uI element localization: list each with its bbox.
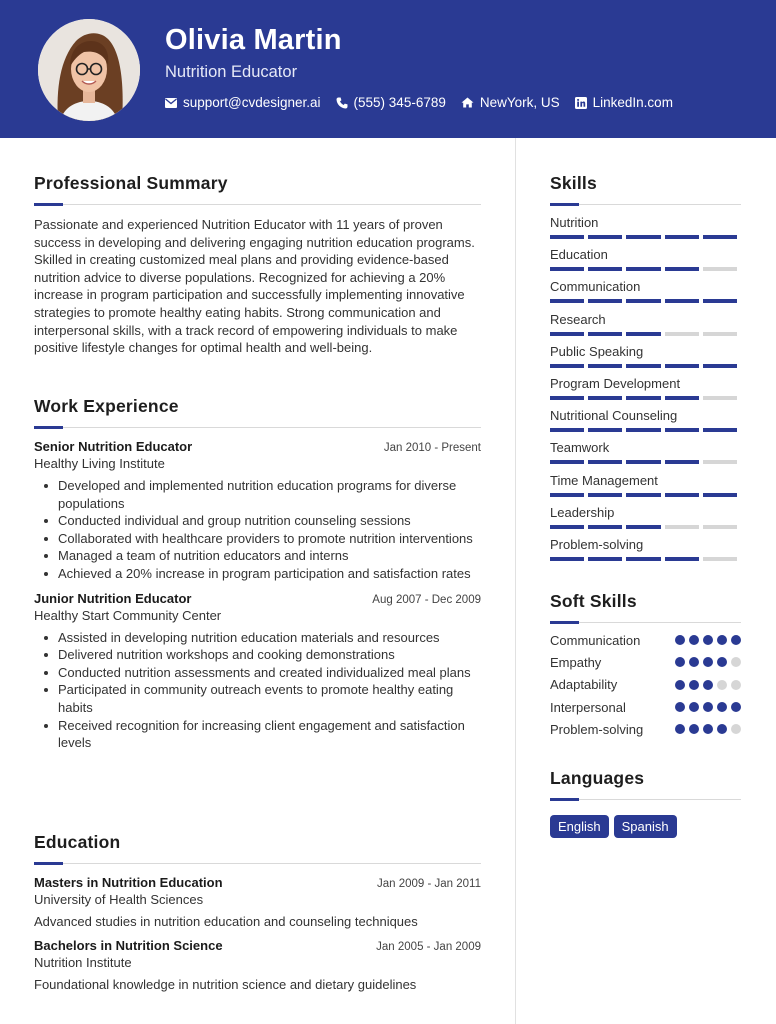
education-description: Advanced studies in nutrition education and counseling techniques — [34, 914, 418, 929]
soft-skill-row — [550, 629, 741, 651]
language-tags — [550, 815, 741, 838]
skill-level-segment — [588, 525, 622, 529]
skill-level-segment — [665, 235, 699, 239]
resume-header — [0, 0, 776, 138]
skill-level-segment — [626, 460, 660, 464]
contact-location — [461, 95, 560, 110]
skill-level-segment — [588, 557, 622, 561]
skill-row — [550, 279, 741, 311]
job-entry — [34, 591, 481, 752]
degree-title: Masters in Nutrition Education — [34, 875, 223, 890]
summary-text: Passionate and experienced Nutrition Educator with 11 years of proven success in developing and delivering engaging nutrition education programs. Skilled in creating customized meal plans and providing evidence-based nutrition advice to diverse populations. Recognized for achieving a 20% increase in program participation and successfully implementing innovative strategies to promote healthy eating habits. Strong communication and interpersonal skills, with a track record of empowering individuals to make positive lifestyle changes for optimal health and well-being. — [34, 217, 475, 356]
education-entry — [34, 938, 481, 992]
skill-level-segment — [665, 557, 699, 561]
skill-level-segment — [703, 557, 737, 561]
soft-skills-section — [550, 591, 741, 740]
skill-row — [550, 440, 741, 472]
candidate-name: Olivia Martin — [165, 24, 342, 56]
soft-skill-name: Adaptability — [550, 677, 618, 693]
languages-title: Languages — [550, 768, 645, 788]
skill-level-bar — [550, 557, 741, 561]
linkedin-icon — [575, 97, 587, 109]
education-entry — [34, 875, 481, 929]
soft-skill-row — [550, 696, 741, 718]
skill-level-segment — [550, 525, 584, 529]
skill-level-segment — [588, 332, 622, 336]
skill-level-segment — [588, 493, 622, 497]
education-date: Jan 2005 - Jan 2009 — [376, 941, 481, 953]
skill-level-segment — [626, 364, 660, 368]
soft-skill-row — [550, 651, 741, 673]
soft-skill-name: Empathy — [550, 654, 602, 670]
rating-dot — [703, 680, 713, 690]
contact-linkedin[interactable] — [575, 95, 673, 110]
contact-email[interactable] — [165, 95, 321, 110]
skill-level-segment — [550, 557, 584, 561]
rating-dot — [675, 702, 685, 712]
rating-dot — [689, 680, 699, 690]
skill-level-segment — [588, 235, 622, 239]
skill-name: Nutrition — [550, 215, 599, 230]
skill-level-segment — [703, 235, 737, 239]
skill-level-segment — [703, 493, 737, 497]
skill-row — [550, 376, 741, 408]
skill-name: Research — [550, 311, 606, 327]
skill-name: Nutritional Counseling — [550, 408, 678, 424]
soft-skill-rating — [671, 724, 741, 734]
rating-dot — [703, 702, 713, 712]
skill-level-segment — [550, 396, 584, 400]
skill-level-segment — [703, 460, 737, 464]
experience-title: Work Experience — [34, 396, 179, 416]
rating-dot — [717, 702, 727, 712]
list-item: Received recognition for increasing client engagement and satisfaction levels — [34, 717, 481, 752]
skills-list — [550, 215, 741, 569]
skill-level-segment — [626, 493, 660, 497]
job-organization: Healthy Start Community Center — [34, 607, 222, 623]
skill-name: Communication — [550, 279, 641, 295]
soft-skill-rating — [671, 702, 741, 712]
skill-row — [550, 344, 741, 376]
languages-title-rule — [550, 798, 741, 800]
skill-level-segment — [703, 525, 737, 529]
skill-level-segment — [703, 396, 737, 400]
skill-level-segment — [626, 396, 660, 400]
skill-level-segment — [588, 364, 622, 368]
contact-phone[interactable] — [336, 95, 446, 110]
skill-level-segment — [665, 332, 699, 336]
skill-name: Leadership — [550, 504, 615, 520]
skill-name: Education — [550, 247, 608, 263]
skill-level-segment — [588, 299, 622, 303]
skill-name: Public Speaking — [550, 343, 644, 359]
job-title: Senior Nutrition Educator — [34, 439, 193, 454]
skill-row — [550, 505, 741, 537]
rating-dot — [717, 657, 727, 667]
list-item: Managed a team of nutrition educators and interns — [34, 547, 481, 565]
experience-section — [34, 396, 481, 752]
contact-location-text: NewYork, US — [479, 95, 560, 110]
skills-title-rule — [550, 203, 741, 205]
soft-skill-name: Interpersonal — [550, 699, 626, 715]
rating-dot — [731, 635, 741, 645]
rating-dot — [689, 657, 699, 667]
skill-level-segment — [665, 493, 699, 497]
education-date: Jan 2009 - Jan 2011 — [376, 878, 481, 890]
list-item: Delivered nutrition workshops and cooking demonstrations — [34, 646, 481, 664]
skill-level-segment — [703, 332, 737, 336]
school-name: University of Health Sciences — [34, 892, 204, 907]
job-organization: Healthy Living Institute — [34, 456, 165, 471]
rating-dot — [731, 702, 741, 712]
skill-level-bar — [550, 428, 741, 432]
rating-dot — [689, 635, 699, 645]
skill-level-segment — [665, 525, 699, 529]
skill-level-segment — [665, 460, 699, 464]
rating-dot — [703, 724, 713, 734]
home-icon — [461, 97, 474, 108]
skill-level-segment — [703, 364, 737, 368]
summary-title: Professional Summary — [34, 173, 228, 193]
job-title: Junior Nutrition Educator — [34, 590, 192, 606]
skill-level-segment — [550, 428, 584, 432]
contact-linkedin-text: LinkedIn.com — [592, 95, 673, 110]
skill-level-segment — [626, 267, 660, 271]
list-item: Developed and implemented nutrition education programs for diverse populations — [34, 477, 481, 512]
soft-skill-rating — [671, 635, 741, 645]
skill-level-segment — [703, 299, 737, 303]
summary-title-rule — [34, 203, 481, 205]
rating-dot — [717, 680, 727, 690]
rating-dot — [675, 657, 685, 667]
skill-level-bar — [550, 299, 741, 303]
column-divider — [515, 138, 516, 1024]
languages-section — [550, 768, 741, 838]
skills-section — [550, 173, 741, 569]
job-bullets — [34, 629, 481, 752]
skill-level-segment — [626, 235, 660, 239]
skill-level-segment — [550, 299, 584, 303]
skill-level-segment — [550, 460, 584, 464]
skill-level-segment — [665, 428, 699, 432]
skill-row — [550, 312, 741, 344]
skill-name: Problem-solving — [550, 536, 644, 552]
skill-level-segment — [588, 396, 622, 400]
rating-dot — [675, 680, 685, 690]
list-item: Participated in community outreach events to promote healthy eating habits — [34, 681, 481, 716]
skill-level-segment — [703, 267, 737, 271]
rating-dot — [675, 635, 685, 645]
skill-level-segment — [665, 267, 699, 271]
education-section — [34, 832, 481, 992]
job-bullets — [34, 477, 481, 583]
skill-level-segment — [626, 525, 660, 529]
skill-level-bar — [550, 493, 741, 497]
phone-icon — [336, 97, 348, 109]
skill-level-segment — [665, 364, 699, 368]
contact-email-text: support@cvdesigner.ai — [183, 95, 321, 110]
skill-level-segment — [626, 299, 660, 303]
skill-row — [550, 537, 741, 569]
avatar — [38, 19, 140, 121]
soft-skill-row — [550, 718, 741, 740]
soft-skills-list — [550, 629, 741, 740]
list-item: Assisted in developing nutrition education materials and resources — [34, 629, 481, 647]
list-item: Achieved a 20% increase in program participation and satisfaction rates — [34, 565, 481, 583]
rating-dot — [717, 724, 727, 734]
education-description: Foundational knowledge in nutrition science and dietary guidelines — [34, 977, 417, 992]
skills-title: Skills — [550, 173, 597, 193]
list-item: Conducted nutrition assessments and created individualized meal plans — [34, 664, 481, 682]
skill-level-bar — [550, 364, 741, 368]
education-title: Education — [34, 832, 121, 852]
skill-level-segment — [665, 299, 699, 303]
job-entry — [34, 439, 481, 583]
job-date: Jan 2010 - Present — [383, 442, 481, 454]
education-title-rule — [34, 862, 481, 864]
summary-section — [34, 173, 481, 357]
list-item: Collaborated with healthcare providers to promote nutrition interventions — [34, 530, 481, 548]
rating-dot — [717, 635, 727, 645]
profile-photo — [38, 19, 140, 121]
skill-row — [550, 473, 741, 505]
rating-dot — [731, 657, 741, 667]
skill-level-segment — [665, 396, 699, 400]
skill-row — [550, 408, 741, 440]
contact-list — [165, 95, 688, 110]
skill-level-bar — [550, 460, 741, 464]
soft-skill-name: Communication — [550, 632, 641, 648]
skill-name: Program Development — [550, 375, 681, 391]
skill-level-bar — [550, 525, 741, 529]
soft-skills-title: Soft Skills — [550, 591, 637, 611]
skill-level-segment — [550, 267, 584, 271]
skill-level-segment — [626, 557, 660, 561]
experience-title-rule — [34, 426, 481, 428]
skill-level-segment — [550, 332, 584, 336]
soft-skill-name: Problem-solving — [550, 721, 644, 737]
list-item: Conducted individual and group nutrition counseling sessions — [34, 512, 481, 530]
skill-level-segment — [550, 235, 584, 239]
skill-level-segment — [626, 332, 660, 336]
skill-level-bar — [550, 235, 741, 239]
skill-name: Teamwork — [550, 440, 610, 456]
skill-level-segment — [703, 428, 737, 432]
rating-dot — [703, 657, 713, 667]
soft-skills-title-rule — [550, 621, 741, 623]
rating-dot — [703, 635, 713, 645]
candidate-role: Nutrition Educator — [165, 63, 298, 81]
skill-level-segment — [550, 493, 584, 497]
skill-level-bar — [550, 267, 741, 271]
soft-skill-rating — [671, 657, 741, 667]
envelope-icon — [165, 98, 177, 108]
job-date: Aug 2007 - Dec 2009 — [372, 593, 481, 606]
skill-name: Time Management — [550, 472, 658, 488]
contact-phone-text: (555) 345-6789 — [353, 95, 446, 110]
language-tag: Spanish — [614, 815, 677, 838]
skill-level-bar — [550, 332, 741, 336]
soft-skill-rating — [671, 680, 741, 690]
rating-dot — [675, 724, 685, 734]
rating-dot — [689, 724, 699, 734]
skill-level-segment — [588, 267, 622, 271]
skill-level-bar — [550, 396, 741, 400]
degree-title: Bachelors in Nutrition Science — [34, 938, 223, 953]
skill-row — [550, 247, 741, 279]
rating-dot — [731, 680, 741, 690]
skill-level-segment — [626, 428, 660, 432]
skill-level-segment — [550, 364, 584, 368]
soft-skill-row — [550, 674, 741, 696]
rating-dot — [731, 724, 741, 734]
skill-level-segment — [588, 428, 622, 432]
skill-row — [550, 215, 741, 247]
language-tag: English — [550, 815, 609, 838]
school-name: Nutrition Institute — [34, 955, 132, 970]
skill-level-segment — [588, 460, 622, 464]
rating-dot — [689, 702, 699, 712]
